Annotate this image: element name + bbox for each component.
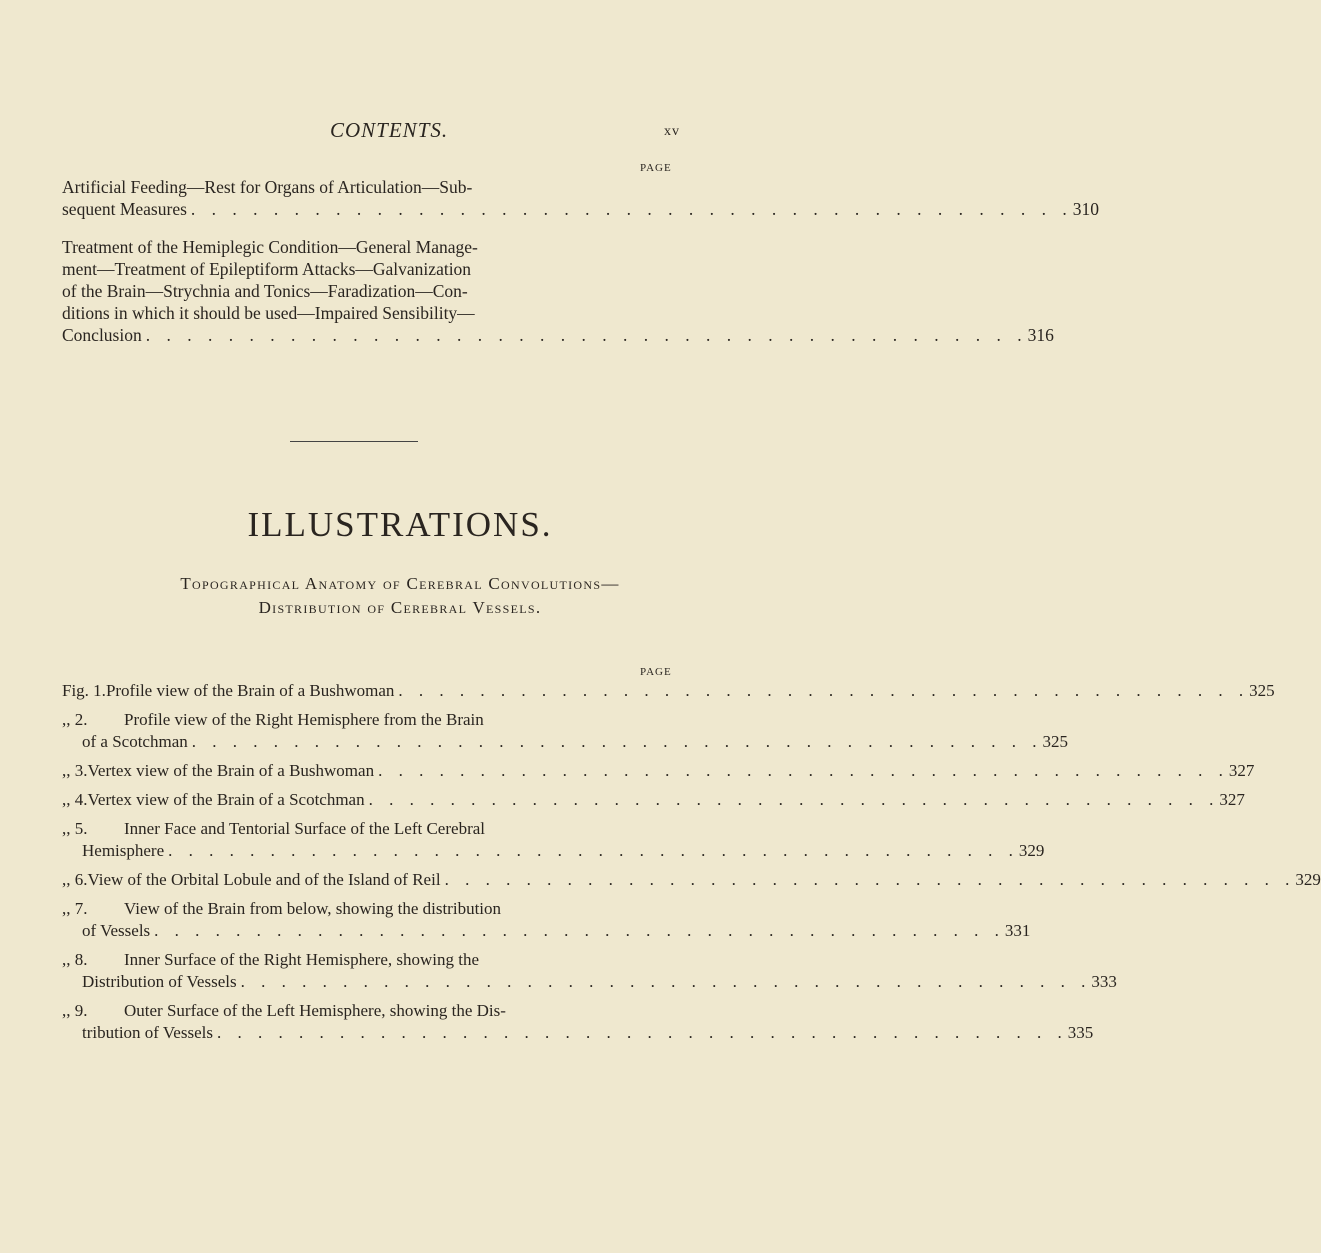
- figure-row: [62, 761, 1255, 783]
- contents-entry: [62, 176, 1100, 220]
- figure-entry: [62, 819, 1045, 863]
- running-head: CONTENTS.: [330, 118, 449, 142]
- figure-label: ,, 8.: [62, 950, 88, 969]
- figure-caption-text: of Vessels: [82, 921, 151, 940]
- illustrations-subtitle-2: Distribution of Cerebral Vessels.: [258, 598, 542, 617]
- figure-caption-text: Vertex view of the Brain of a Scotchman: [87, 790, 365, 809]
- figure-caption-text: Inner Surface of the Right Hemisphere, showing the: [124, 950, 480, 969]
- figure-entry: [62, 1001, 1094, 1045]
- figure-entry: [62, 870, 1321, 892]
- figure-caption: [88, 790, 1220, 810]
- entry-line: Artificial Feeding—Rest for Organs of Articulation—Sub-: [62, 177, 473, 197]
- figure-row: [62, 681, 1275, 703]
- entry-page: 310: [1072, 199, 1100, 219]
- dot-leader: . . . . . . . . . . . . . . . . . . . . . . . . . . . . . . . . . . . . . . . . . .: [368, 790, 1220, 809]
- dot-leader: . . . . . . . . . . . . . . . . . . . . . . . . . . . . . . . . . . . . . . . . . .: [398, 681, 1250, 700]
- figure-caption: [124, 950, 674, 970]
- figure-caption-text: Hemisphere: [82, 841, 165, 860]
- figure-label: ,, 4.: [62, 790, 88, 809]
- dot-leader: . . . . . . . . . . . . . . . . . . . . . . . . . . . . . . . . . . . . . . . . . . .: [190, 199, 1073, 219]
- figure-caption: [124, 899, 674, 919]
- figure-entry: [62, 761, 1255, 783]
- figure-page: 333: [1091, 972, 1117, 991]
- page-number: xv: [664, 124, 680, 139]
- dot-leader: . . . . . . . . . . . . . . . . . . . . . . . . . . . . . . . . . . . . . . . . . .: [240, 972, 1092, 991]
- figure-caption: [124, 1001, 674, 1021]
- figure-entry: [62, 950, 1117, 994]
- figure-row: [62, 899, 674, 921]
- figure-label: ,, 2.: [62, 710, 88, 729]
- page-column-label: PAGE: [640, 162, 672, 174]
- figure-caption-text: Distribution of Vessels: [82, 972, 237, 991]
- figure-caption: [106, 681, 1249, 701]
- section-divider: [290, 441, 418, 442]
- figure-entry: [62, 790, 1245, 812]
- figure-caption-text: View of the Brain from below, showing the distribution: [124, 899, 502, 918]
- figure-label: Fig. 1.: [62, 681, 106, 700]
- entry-last-text: sequent Measures: [62, 199, 187, 219]
- figure-label: ,, 6.: [62, 870, 88, 889]
- illustrations-subtitle-1: Topographical Anatomy of Cerebral Convolutions—: [180, 574, 620, 593]
- entry-last-text: Conclusion: [62, 325, 142, 345]
- entry-page: 316: [1027, 325, 1054, 345]
- figure-row: [62, 972, 1117, 994]
- entry-last-line: [62, 324, 1054, 346]
- figure-row: [62, 1023, 1094, 1045]
- figure-row: [62, 921, 1031, 943]
- figure-caption-text: tribution of Vessels: [82, 1023, 213, 1042]
- dot-leader: . . . . . . . . . . . . . . . . . . . . . . . . . . . . . . . . . . . . . . . . . .: [154, 921, 1005, 940]
- figure-entry: [62, 681, 1275, 703]
- figure-list: [62, 681, 1321, 1052]
- entry-line: Treatment of the Hemiplegic Condition—General Manage-: [62, 237, 478, 257]
- figure-page: 329: [1018, 841, 1045, 860]
- figure-row: [62, 1001, 674, 1023]
- dot-leader: . . . . . . . . . . . . . . . . . . . . . . . . . . . . . . . . . . . . . . . . . .: [378, 761, 1229, 780]
- figure-caption-text: View of the Orbital Lobule and of the Island of Reil: [87, 870, 441, 889]
- figure-caption-text: Outer Surface of the Left Hemisphere, showing the Dis-: [124, 1001, 506, 1020]
- figure-row: [62, 732, 1068, 754]
- entry-line: ditions in which it should be used—Impaired Sensibility—: [62, 303, 475, 323]
- figure-page: 335: [1067, 1023, 1094, 1042]
- figure-caption: [88, 761, 1229, 781]
- figure-caption-text: of a Scotchman: [82, 732, 188, 751]
- dot-leader: . . . . . . . . . . . . . . . . . . . . . . . . . . . . . . . . . . . . . . . . . .: [444, 870, 1296, 889]
- figure-label: ,, 9.: [62, 1001, 88, 1020]
- figure-page: 329: [1295, 870, 1321, 889]
- figure-label: ,, 7.: [62, 899, 88, 918]
- entry-last-line: [62, 198, 1100, 220]
- dot-leader: . . . . . . . . . . . . . . . . . . . . . . . . . . . . . . . . . . . . . . . . . .: [168, 841, 1019, 860]
- figure-page: 327: [1219, 790, 1245, 809]
- figure-page: 325: [1042, 732, 1068, 751]
- figure-page: 331: [1004, 921, 1031, 940]
- figure-entry: [62, 710, 1068, 754]
- figure-caption-text: Vertex view of the Brain of a Bushwoman: [87, 761, 375, 780]
- figure-page: 325: [1249, 681, 1275, 700]
- figure-row: [62, 950, 674, 972]
- figure-row: [62, 819, 674, 841]
- figure-caption: [62, 921, 1005, 941]
- entry-line: ment—Treatment of Epileptiform Attacks—Galvanization: [62, 259, 472, 279]
- figure-caption: [62, 732, 1043, 752]
- dot-leader: . . . . . . . . . . . . . . . . . . . . . . . . . . . . . . . . . . . . . . . . . . .: [145, 325, 1028, 345]
- figure-caption: [62, 841, 1019, 861]
- figure-row: [62, 841, 1045, 863]
- figure-caption: [124, 819, 674, 839]
- dot-leader: . . . . . . . . . . . . . . . . . . . . . . . . . . . . . . . . . . . . . . . . . .: [191, 732, 1043, 751]
- figure-caption: [62, 972, 1091, 992]
- figure-caption-text: Inner Face and Tentorial Surface of the Left Cerebral: [124, 819, 485, 838]
- figure-row: [62, 870, 1321, 892]
- figure-label: ,, 3.: [62, 761, 88, 780]
- figure-caption: [62, 1023, 1068, 1043]
- contents-entry: [62, 236, 1054, 346]
- figure-entry: [62, 899, 1031, 943]
- figure-row: [62, 710, 674, 732]
- figure-caption: [88, 870, 1296, 890]
- dot-leader: . . . . . . . . . . . . . . . . . . . . . . . . . . . . . . . . . . . . . . . . . .: [216, 1023, 1068, 1042]
- entry-line: of the Brain—Strychnia and Tonics—Faradization—Con-: [62, 281, 468, 301]
- figure-row: [62, 790, 1245, 812]
- figure-caption-text: Profile view of the Brain of a Bushwoman: [105, 681, 395, 700]
- figure-caption-text: Profile view of the Right Hemisphere from the Brain: [124, 710, 484, 729]
- figure-label: ,, 5.: [62, 819, 88, 838]
- figure-caption: [124, 710, 674, 730]
- illustrations-title: ILLUSTRATIONS.: [247, 505, 553, 544]
- page-column-label: PAGE: [640, 666, 672, 678]
- figure-page: 327: [1228, 761, 1255, 780]
